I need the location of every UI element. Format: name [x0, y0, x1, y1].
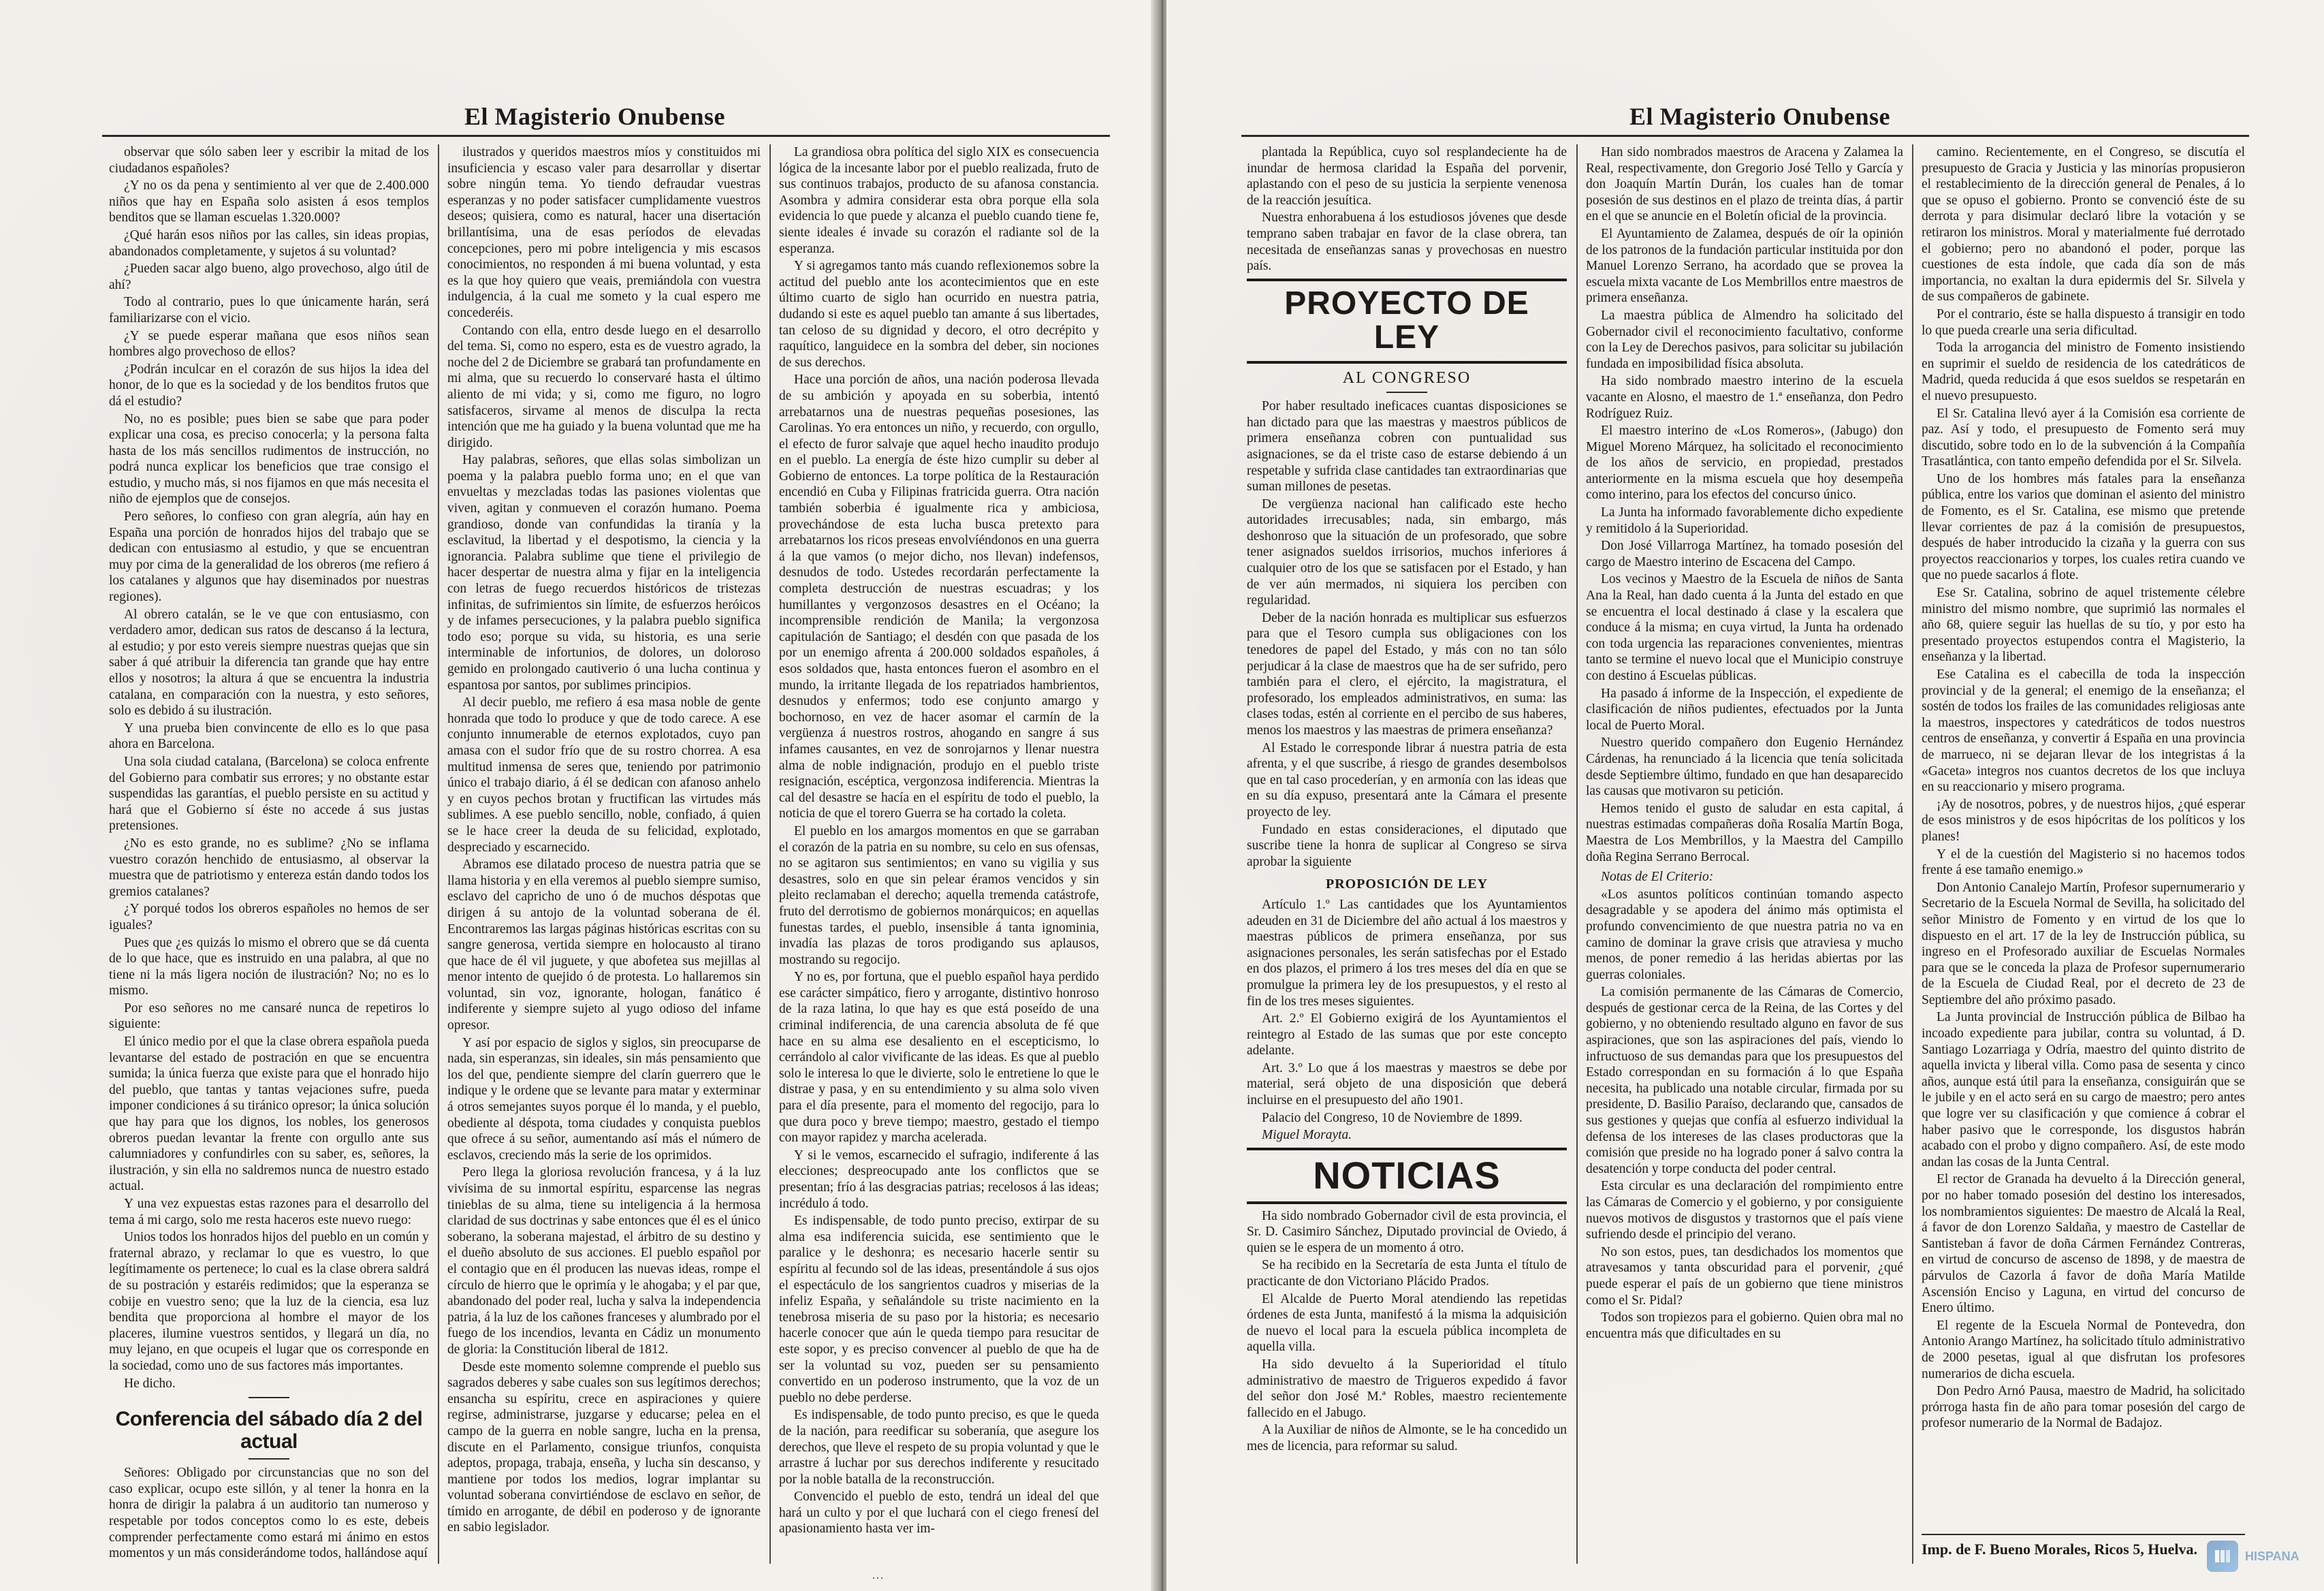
section-subheading: PROPOSICIÓN DE LEY — [1325, 877, 1489, 892]
paragraph: Convencido el pueblo de esto, tendrá un ideal del que hará un culto y por el que luchará con el ciego frenesí del apasionamiento hasta ver im- — [779, 1490, 1099, 1537]
paragraph: Contando con ella, entro desde luego en el desarrollo del tema. Si, como no espero, esta es de vuestro agrado, la noche del 2 de Diciembre se grabará tan profundamente en mi alma, que su recuerdo lo conservaré hasta el último aliento de mi vida; y si, como me figuro, no logro satisfaceros, sirvame al menos de disculpa la recta intención que me ha guiado y la buena voluntad que me ha dirigido. — [447, 323, 761, 450]
paragraph: De vergüenza nacional han calificado este hecho autoridades irrecusables; nada, sin embargo, más deshonroso que la situación de un profesorado, que sobre tener asignados sueldos irrisorios, muchos inferiores á cualquier otro de los que se satisfacen por el Estado, y han de ver aún mermados, ni siquiera los perciben con regularidad. — [1247, 497, 1567, 608]
paragraph: No son estos, pues, tan desdichados los momentos que atravesamos y tanta obscuridad para el porvenir, ¿qué puede esperar el país de un gobierno que tiene ministros como el Sr. Pidal? — [1586, 1244, 1903, 1308]
paragraph: ¿Y no os da pena y sentimiento al ver que de 2.400.000 niños que hay en España solo asisten á esos templos benditos que se llaman escuelas 1.320.000? — [109, 178, 429, 225]
paragraph: ¡Ay de nosotros, pobres, y de nuestros hijos, ¿qué esperar de esos ministros y de esos hipócritas de los políticos y los planes! — [1922, 797, 2245, 844]
section-subheading: AL CONGRESO — [1342, 368, 1471, 387]
paragraph: Es indispensable, de todo punto preciso, extirpar de su alma esa indiferencia suicida, ese sentimiento que le paralice y le deshonra; es necesario hacerle sentir su espíritu al fecundo sol de las ideas, presentándole á sus ojos el espectáculo de los sangrientos cuadros y miserias de la infeliz España, y señalándole su triste nacimiento en la tenebrosa miseria de su paso por la historia; es necesario hacerle conocer que aún le queda tiempo para resucitar de este sopor, y es preciso convencer al pueblo de que ha de ser la voluntad su voz, pueden ser su pensamiento convertido en un poderoso instrumento, que la voz de un pueblo no debe perderse. — [779, 1214, 1099, 1405]
article-text — [1247, 897, 1567, 1126]
article-text — [1586, 144, 1903, 865]
paragraph: Ha pasado á informe de la Inspección, el expediente de clasificación de niños pudientes, efectuados por la Junta local de Puerto Moral. — [1586, 686, 1903, 733]
paragraph: Por el contrario, éste se halla dispuesto á transigir en todo lo que pueda crearle una seria dificultad. — [1922, 306, 2245, 338]
left-page — [0, 0, 1158, 1591]
section-divider — [1386, 392, 1427, 393]
paragraph: La Junta ha informado favorablemente dicho expediente y remitidolo á la Superioridad. — [1586, 505, 1903, 536]
header-rule — [1241, 135, 2249, 137]
paragraph: Hay palabras, señores, que ellas solas simbolizan un poema y la palabra pueblo forma uno; en el que van envueltas y mezcladas todas las pasiones violentas que viven, agitan y conmueven el corazón humano. Poema grandioso, donde van confundidas la tiranía y la esclavitud, la libertad y el despotismo, la ciencia y la ignorancia. Palabra sublime que tiene el privilegio de hacer despertar de nuestra alma y fijar en la inteligencia con letras de fuego recuerdos históricos de tristezas infinitas, de sufrimientos sin límite, de esfuerzos heróicos y de infames persecuciones, y la palabra pueblo significa todo eso; porque su vida, su historia, es una serie interminable de infortunios, de dolores, un doloroso gemido en prolongado cautiverio ó una lucha continua y espantosa por santos, por sublimes principios. — [447, 453, 761, 693]
printer-imprint: Imp. de F. Bueno Morales, Ricos 5, Huelva. — [1922, 1541, 2197, 1558]
paragraph: ¿Y se puede esperar mañana que esos niños sean hombres algo provechoso de ellos? — [109, 328, 429, 360]
paragraph: Nuestro querido compañero don Eugenio Hernández Cárdenas, ha renunciado á la licencia que tenía solicitada desde Septiembre último, fundado en que han desaparecido las causas que motivaron su petición. — [1586, 736, 1903, 799]
header-rule — [102, 135, 1110, 137]
paragraph: Al Estado le corresponde librar á nuestra patria de esta afrenta, y el que suscribe, á riesgo de grandes desembolsos que en tal caso procederían, y en armonía con las ideas que en su día expuso, presentará ante la Cámara el presente proyecto de ley. — [1247, 740, 1567, 819]
article-text — [1247, 398, 1567, 870]
article-text — [447, 144, 761, 1536]
column-rule — [769, 144, 771, 1564]
paragraph: Ha sido devuelto á la Superioridad el título administrativo de maestro de Trigueros expedido á favor del señor don José M.ª Robles, maestro recientemente fallecido en el Jabugo. — [1247, 1357, 1567, 1420]
paragraph: Don Pedro Arnó Pausa, maestro de Madrid, ha solicitado prórroga hasta fin de año para tomar posesión del cargo de profesor numerario de la Normal de Badajoz. — [1922, 1384, 2245, 1431]
paragraph: Ha sido nombrado Gobernador civil de esta provincia, el Sr. D. Casimiro Sánchez, Diputado provincial de Oviedo, á quien se le espera de un momento á otro. — [1247, 1208, 1567, 1255]
article-text — [1247, 1208, 1567, 1455]
watermark — [2207, 1537, 2309, 1576]
paragraph: Hace una porción de años, una nación poderosa llevada de su ambición y apoyada en su soberbia, intentó arrebatarnos una de nuestras pequeñas posesiones, las Carolinas. Yo era entonces un niño, y recuerdo, con orgullo, el efecto de furor salvaje que aquel hecho inaudito produjo en el pueblo. La energía de éste hizo cumplir su deber al Gobierno de entonces. La torpe política de la Restauración encendió en Cuba y Filipinas fratricida guerra. Otra nación también soberbia é igualmente rica y ambiciosa, provechándose de esta lucha busca pretexto para arrebatarnos los ricos preseas envolvíéndonos en una guerra á la que vamos (o mejor dicho, nos llevan) indefensos, desnudos de todo. Ustedes recordarán perfectamente la completa destrucción de nuestras escuadras; y los humillantes y vergonzosos desastres en el Océano; la incomprensible rendición de Manila; la vergonzosa capitulación de Santiago; el desdén con que pasada de los por un enemigo afrenta á 200.000 soldados españoles, á esos soldados que, hasta entonces fueron el asombro en el mundo, la irritante llegada de los repatriados hambrientos, desnudos y enfermos; todo ese conjunto amargo y bochornoso, en vez de hacer asomar el carmín de la vergüenza á nuestros rostros, ahogando en sangre á sus infames causantes, en vez de sonrojarnos y llenar nuestra alma de noble indignación, produjo en el pueblo triste resignación, escéptica, vergonzosa indiferencia. Mientras la cal del desastre se hacía en el espíritu de todo el pueblo, la noticia de que el torero Guerra se ha cortado la coleta. — [779, 373, 1099, 821]
paragraph: A la Auxiliar de niños de Almonte, se le ha concedido un mes de licencia, para reformar su salud. — [1247, 1423, 1567, 1453]
paragraph: ¿Pueden sacar algo bueno, algo provechoso, algo útil de ahí? — [109, 262, 429, 292]
paragraph: Por eso señores no me cansaré nunca de repetiros lo siguiente: — [109, 1001, 429, 1032]
paragraph: El Alcalde de Puerto Moral atendiendo las repetidas órdenes de esta Junta, manifestó á la misma la adquisición de nuevo el local para la escuela pública incompleta de aquella villa. — [1247, 1291, 1567, 1355]
paragraph: Y el de la cuestión del Magisterio si no hacemos todos frente á ese tamaño enemigo.» — [1922, 847, 2245, 878]
paragraph: Y así por espacio de siglos y siglos, sin preocuparse de nada, sin esperanzas, sin ideales, sin más pensamiento que los del que, pendiente siempre del clarín guerrero que le indique y le ordene que se levante para matar y exterminar á otros semejantes suyos porque él lo manda, y el pueblo, obediente al déspota, toma ciudades y conquista pueblos que ofrece á su señor, aumentando así más el número de esclavos, creciendo más la serie de los oprimidos. — [447, 1035, 761, 1163]
page-folio: ··· — [872, 1571, 884, 1585]
column-rule — [1912, 144, 1913, 1564]
right-column-1 — [1247, 144, 1567, 1564]
imprint-rule — [1922, 1534, 2245, 1535]
paragraph: Art. 3.º Lo que á los maestras y maestros se debe por material, será objeto de una disposición que deberá incluirse en el presupuesto del año 1901. — [1247, 1060, 1567, 1108]
paragraph: Se ha recibido en la Secretaría de esta Junta el título de practicante de don Victoriano Plácido Prados. — [1247, 1258, 1567, 1289]
paragraph: Pero señores, lo confieso con gran alegría, aún hay en España una porción de honrados hijos del trabajo que se dedican con entusiasmo al estudio, y que se encuentran muy por cima de la generalidad de los obreros (me refiero á los catalanes y algunos que hay diseminados por nuestras regiones). — [109, 509, 429, 605]
paragraph: Toda la arrogancia del ministro de Fomento insistiendo en suprimir el sueldo de residencia de los catedráticos de Madrid, queda reducida á que esos sueldos se respetarán en el nuevo presupuesto. — [1922, 341, 2245, 403]
paragraph: ¿No es esto grande, no es sublime? ¿No se inflama vuestro corazón henchido de entusiasmo, al observar la muestra que de patriotismo y entereza están dando todos los gremios catalanes? — [109, 836, 429, 899]
section-heading-proyecto: PROYECTO DE LEY — [1247, 279, 1567, 364]
paragraph: He dicho. — [124, 1376, 176, 1391]
paragraph: No, no es posible; pues bien se sabe que para poder explicar una cosa, es preciso conocerla; y la persona falta hasta de los más sencillos rudimentos de instrucción, no podrá nunca explicar los beneficios que trae consigo el estudio, y mucho más, si nos fijamos en que más necesita el niño de ejemplos que de consejos. — [109, 411, 429, 507]
section-heading-noticias: NOTICIAS — [1247, 1148, 1567, 1204]
paragraph: Es indispensable, de todo punto preciso, es que le queda de la nación, para reedificar su soberanía, que asegure los derechos, que lleve el respeto de su propia voluntad y que le arrastre á luchar por sus derechos indiferente y resucitado por la noble batalla de la reconstrucción. — [779, 1408, 1099, 1487]
running-head: El Magisterio Onubense — [1629, 103, 1891, 130]
paragraph: Don Antonio Canalejo Martín, Profesor supernumerario y Secretario de la Escuela Normal de Sevilla, ha solicitado del señor Ministro de Fomento y en virtud de los que lo dispuesto en el art. 17 de la ley de Instrucción pública, su ingreso en el Profesorado auxiliar de Escuelas Normales para que se le conceda la plaza de Profesor supernumerario de la Escuela de Ciudad Real, por el decreto de 23 de Septiembre del año próximo pasado. — [1922, 880, 2245, 1007]
paragraph: Al decir pueblo, me refiero á esa masa noble de gente honrada que todo lo produce y que de todo carece. A ese conjunto innumerable de eternos explotados, cuyo pan amasa con el sudor frío que de su rostro chorrea. A esa multitud inmensa de seres que, teniendo por patrimonio único el trabajo diario, á él se dedican con afanoso anhelo y en cuyos pechos brotan y fructifican las virtudes más sublimes. A ese pueblo sencillo, noble, confiado, á quien se le hace creer la deuda de su felicidad, explotado, despreciado y escarnecido. — [447, 695, 761, 855]
paragraph: Ha sido nombrado maestro interino de la escuela vacante en Alosno, el maestro de 1.ª enseñanza, don Pedro Rodríguez Ruiz. — [1586, 374, 1903, 421]
paragraph: Y una prueba bien convincente de ello es lo que pasa ahora en Barcelona. — [109, 721, 429, 752]
paragraph: ilustrados y queridos maestros míos y constituidos mi insuficiencia y escaso valer para desarrollar y disertar sobre ningún tema. Yo tiendo defraudar vuestras esperanzas y no poder satisfacer cumplidamente vuestros deseos; quisiera, como es natural, hacer una disertación brillantísima, una de esas períodos de elevadas concepciones, pero mi pobre inteligencia y mis escasos conocimientos, no responden á mi buena voluntad, y esta es la que hoy quiero que veais, premiándola con vuestra indulgencia, á la cual me someto y la cual espero me concederéis. — [447, 145, 761, 320]
library-logo-icon — [2207, 1541, 2238, 1572]
paragraph: Señores: Obligado por circunstancias que no son del caso explicar, ocupo este sillón, y al tener la honra en la honra de dirigir la palabra á un auditorio tan numeroso y respetable por todos conceptos como lo es este, debeis comprender perfectamente como estará mi ánimo en estos momentos y un más considerándome todos, hallándose aquí — [109, 1466, 429, 1561]
signature: Miguel Morayta. — [1262, 1128, 1352, 1143]
article-text — [109, 1465, 429, 1562]
paragraph: Y si le vemos, escarnecido el sufragio, indiferente á las elecciones; despreocupado ante los conflictos que se presentan; frío á las desgracias patrias; recelosos á las ideas; incrédulo á todo. — [779, 1148, 1099, 1211]
paragraph: Una sola ciudad catalana, (Barcelona) se coloca enfrente del Gobierno para combatir sus errores; y no obstante estar suspendidas las garantías, el pueblo persiste en su actitud y hará que el Gobierno sí éste no accede á sus justas pretensiones. — [109, 754, 429, 834]
article-text — [1247, 144, 1567, 274]
paragraph: Al obrero catalán, se le ve que con entusiasmo, con verdadero amor, dedican sus ratos de descanso á la lectura, al estudio; y por esto vereis siempre nuestras quejas que sin saber á qué atribuir la diferencia tan grande que hay entre ellos y nosotros; la altura á que se encuentra la industria catalana, en comparación con la nuestra, y esto señores, solo es debido á su ilustración. — [109, 607, 429, 719]
paragraph: Y no es, por fortuna, que el pueblo español haya perdido ese carácter simpático, fiero y arrogante, distintivo honroso de la raza latina, lo que hay es que está poseído de una criminal indiferencia, de una carencia absoluta de fé que hace en su alma ese desaliento en el escepticismo, lo cerrándolo al calor vivificante de las ideas. Es que al pueblo solo le interesa lo que le divierte, solo le entretiene lo que le distrae y pasa, y en su entendimiento y su alma solo viven para el día presente, para el momento del regocijo, para lo que dura poco y breve tiempo; maestro, gestado el tiempo con mayor rapidez y marcha acelerada. — [779, 970, 1099, 1146]
paragraph: Don José Villarroga Martínez, ha tomado posesión del cargo de Maestro interino de Escacena del Campo. — [1586, 539, 1903, 569]
paragraph: Los vecinos y Maestro de la Escuela de niños de Santa Ana la Real, han dado cuenta á la Junta del estado en que se encuentra el local destinado á clase y la escalera que conduce á la misma; en cuya virtud, la Junta ha ordenado con toda urgencia las reparaciones convenientes, mientras tanto se termine el nuevo local que el Municipio construye con destino á Escuelas públicas. — [1586, 572, 1903, 683]
paragraph: La grandiosa obra política del siglo XIX es consecuencia lógica de la incesante labor por el pueblo realizada, fruto de sus continuos trabajos, producto de su afanosa constancia. Asombra y admira considerar esta obra porque ella sola evidencia lo que puede y alcanza el pueblo cuando tiene fe, siente ideales é invade su corazón el radiante sol de la esperanza. — [779, 145, 1099, 256]
paragraph: Pues que ¿es quizás lo mismo el obrero que se dá cuenta de lo que hace, que es instruido en una palabra, al que no tiene ni la más ligera noción de ilustración? No; no es lo mismo. — [109, 935, 429, 998]
paragraph: Hemos tenido el gusto de saludar en esta capital, á nuestras estimadas compañeras doña Rosalía Martín Boga, Maestra de Los Membrillos, y la Maestra del Campillo doña Regina Serrano Berrocal. — [1586, 801, 1903, 864]
paragraph: ¿Podrán inculcar en el corazón de sus hijos la idea del honor, de lo que es la sociedad y de los benditos frutos que dá el estudio? — [109, 362, 429, 409]
section-divider — [249, 1458, 289, 1460]
article-text — [779, 144, 1099, 1537]
paragraph: El regente de la Escuela Normal de Pontevedra, don Antonio Arango Martínez, ha solicitado título administrativo de 2000 pesetas, igual al que disfrutan los profesores numerarios de dicha escuela. — [1922, 1318, 2245, 1381]
paragraph: plantada la República, cuyo sol resplandeciente ha de inundar de hermosa claridad la España del porvenir, aplastando con el peso de su justicia la serpiente venenosa de la reacción jesuítica. — [1247, 145, 1567, 208]
paragraph: Palacio del Congreso, 10 de Noviembre de 1899. — [1262, 1110, 1523, 1125]
paragraph: Artículo 1.º Las cantidades que los Ayuntamientos adeuden en 31 de Diciembre del año actual á los maestros y maestras públicos de primera enseñanza, por sus asignaciones personales, les serán satisfechas por el Estado en dos plazos, el primero á los tres meses del día en que se promulgue la primera ley de los presupuestos, y el resto al fin de los tres meses siguientes. — [1247, 897, 1567, 1009]
paragraph: Ese Sr. Catalina, sobrino de aquel tristemente célebre ministro del mismo nombre, que suprimió las normales el año 68, quiere seguir las huellas de su tío, y por esto ha presentado proyectos estupendos contra el Magisterio, la enseñanza y la libertad. — [1922, 586, 2245, 665]
paragraph: El pueblo en los amargos momentos en que se garraban el corazón de la patria en su nombre, su celo en sus ofensas, no se agitaron sus sentimientos; en vano su vigilia y sus desastres, solo en que sin pelear éramos vencidos y sin pleito reclamaban el derecho; aquella tremenda catástrofe, fruto del derrotismo de gobiernos monárquicos; en aquellas funestas tardes, el pueblo, insensible á tanta ignominia, invadía las plazas de toros prodigando sus aplausos, mostrando su regocijo. — [779, 823, 1099, 967]
paragraph: El Ayuntamiento de Zalamea, después de oír la opinión de los patronos de la fundación particular instituida por don Manuel Lorenzo Serrano, ha acordado que se provea la escuela mixta vacante de Los Membrillos entre maestros de primera enseñanza. — [1586, 226, 1903, 306]
right-column-3 — [1922, 144, 2245, 1516]
paragraph: Todo al contrario, pues lo que únicamente harán, será familiarizarse con el vicio. — [109, 295, 429, 326]
paragraph: camino. Recientemente, en el Congreso, se discutía el presupuesto de Gracia y Justicia y las minorías propusieron el restablecimiento de la dirección general de Penales, á lo que se opuso el gobierno. Pronto se convenció éste de su derrota y para disimular declaró libre la votación y se retiraron los ministros. Moral y materialmente fué derrotado el gobierno; pero no abandonó el poder, porque las cuestiones de esta índole, que cada día son de más importancia, no exaltan la dura epidermis del Sr. Silvela y de sus compañeros de gabinete. — [1922, 145, 2245, 304]
paragraph: El Sr. Catalina llevó ayer á la Comisión esa corriente de paz. Así y todo, el presupuesto de Fomento será muy discutido, sobre todo en lo de la subvención á la Compañía Trasatlántica, con tanto empeño defendida por el Sr. Silvela. — [1922, 406, 2245, 469]
paragraph: La comisión permanente de las Cámaras de Comercio, después de gestionar cerca de la Reina, de las Cortes y del gobierno, y no obteniendo resultado alguno en favor de sus aspiraciones, que son las aspiraciones del país, viendo lo infructuoso de sus demandas para que los presupuestos del Estado correspondan en su formación á lo que España necesita, ha publicado una notable circular, firmada por su presidente, D. Basilio Paraíso, declarando que, cansados de sus gestiones y quejas que confía al esfuerzo individual la defensa de los intereses de las clases productoras que la comisión que preside no ha logrado poner á salvo contra la desatención y torpe conducta del poder central. — [1586, 985, 1903, 1176]
paragraph: El rector de Granada ha devuelto á la Dirección general, por no haber tomado posesión del destino los interesados, los nombramientos siguientes: De maestro de Alcalá la Real, á favor de don Lorenzo Saldaña, y maestro de Castellar de Santisteban á favor de doña Cármen Fernández Contreras, en virtud de concurso de ascenso de 1898, y de maestra de párvulos de Cazorla á favor de doña María Matilde Ascensión Enciso y Laguna, en virtud del concurso de Enero último. — [1922, 1172, 2245, 1316]
paragraph: «Los asuntos políticos continúan tomando aspecto desagradable y se apodera del ánimo más optimista el profundo convencimiento de que nuestra patria no va en camino de dominar la grave crisis que atraviesa y mucho menos, de poner remedio á las heridas abiertas por las guerras coloniales. — [1586, 887, 1903, 982]
article-text — [1922, 144, 2245, 1432]
right-page — [1166, 0, 2324, 1591]
paragraph: La maestra pública de Almendro ha solicitado del Gobernador civil el reconocimiento facultativo, conforme con la Ley de Derechos pasivos, para solicitar su jubilación fundada en imposibilidad física absoluta. — [1586, 308, 1903, 371]
article-text — [1586, 887, 1903, 1342]
paragraph: Y una vez expuestas estas razones para el desarrollo del tema á mi cargo, solo me resta haceros este nuevo ruego: — [109, 1197, 429, 1227]
article-text — [109, 144, 429, 1391]
paragraph: Art. 2.º El Gobierno exigirá de los Ayuntamientos el reintegro al Estado de las sumas que por este concepto adelante. — [1247, 1011, 1567, 1058]
left-column-1 — [109, 144, 429, 1564]
paragraph: Pero llega la gloriosa revolución francesa, y á la luz vivísima de su inmortal espíritu, esparcense las negras tinieblas de su alma, tiene su inteligencia á la hermosa claridad de sus doctrinas y sabe entonces que él es el único soberano, la soberana majestad, el árbitro de su destino y el dueño absoluto de sus acciones. El pueblo español por el contagio que en él producen las nuevas ideas, rompe el círculo de hierro que le oprimía y le ahogaba; y el par que, abandonado del poder real, lucha y salva la independencia patria, á la luz de los cañones franceses y alumbrado por el fuego de los incendios, levanta en Cádiz un monumento de gloria: la Constitución liberal de 1812. — [447, 1165, 761, 1357]
running-head: El Magisterio Onubense — [464, 103, 726, 130]
paragraph: Unios todos los honrados hijos del pueblo en un común y fraternal abrazo, y reclamar lo que es vuestro, lo que legítimamente os pertenece; lo cual es la clase obrera saldrá de su postración y estaréis redimidos; que la esperanza se cobije en vuestro seno; que la luz de la ciencia, esa luz bendita que proporciona al hombre el mayor de los placeres, ilumine vuestros sentidos, y llegará un día, no muy lejano, en que ocupeis el lugar que os corresponde en la sociedad, como uno de sus factores más importantes. — [109, 1230, 429, 1373]
paragraph: Uno de los hombres más fatales para la enseñanza pública, entre los varios que dominan el asiento del ministro de Fomento, es el Sr. Catalina, ese mismo que pretende llevar corrientes de paz á la comisión de presupuestos, después de haber introducido la cizaña y la guerra con sus proyectos reaccionarios y torpes, los cuales retira cuando ve que no puede sacarlos á flote. — [1922, 471, 2245, 583]
paragraph: Todos son tropiezos para el gobierno. Quien obra mal no encuentra más que dificultades en su — [1586, 1310, 1903, 1341]
paragraph: ¿Qué harán esos niños por las calles, sin ideas propias, abandonados completamente, y sujetos á su voluntad? — [109, 227, 429, 259]
paragraph: Desde este momento solemne comprende el pueblo sus sagrados deberes y sabe cuales son sus legítimos derechos; ensancha su espíritu, crece en aspiraciones y quiere regirse, administrarse, juzgarse y educarse; pelea en el campo de la guerra en noble sangre, lucha en la prensa, discute en el Parlamento, consigue triunfos, conquista adeptos, propaga, trabaja, enseña, y lucha sin descanso, y mantiene por todos los medios, lograr implantar su voluntad soberana convirtiéndose de esclavo en señor, de tímido en arrogante, de débil en poderoso y de ignorante en sabio legislador. — [447, 1359, 761, 1535]
paragraph: Ese Catalina es el cabecilla de toda la inspección provincial y de la general; el enemigo de la enseñanza; el sostén de todos los frailes de las comunidades religiosas ante la maestros, inspectores y catedráticos de todos nuestros centros de enseñanza, y convertir á España en una provincia de marrueco, ni se dejaran llevar de los integristas á la «Gaceta» integros nos cuantos decretos de los que incluya en su reaccionario y misero programa. — [1922, 667, 2245, 795]
paragraph: Nuestra enhorabuena á los estudiosos jóvenes que desde temprano saben trabajar en favor de la clase obrera, tan necesitada de enseñanzas sanas y provechosas en nuestro país. — [1247, 210, 1567, 274]
paragraph: Deber de la nación honrada es multiplicar sus esfuerzos para que el Tesoro cumpla sus obligaciones con los tenedores de papel del Estado, y más con no tan sólo perjudicar á la clase de maestros que ha de ser sufrido, pero también para el clero, el ejército, la magistratura, el profesorado, los empleados administrativos, en suma: las clases todas, estén al corriente en el percibo de sus haberes, menos los maestros y las maestras de primera enseñanza? — [1247, 610, 1567, 738]
watermark-text: HISPANA — [2245, 1549, 2299, 1563]
paragraph: El único medio por el que la clase obrera española pueda levantarse del estado de postración en que se encuentra sumida; la única fuerza que existe para que el honrado hijo del pueblo, que tantas y tantas vejaciones sufre, pueda imponer condiciones á su tiránico opresor; la única solución que hay para que los dignos, los nobles, los generosos obreros puedan levantar la frente con orgullo ante sus calumniadores y confundirles con su saber, es, señores, la ilustración, y sin ella no saldremos nunca de nuestro estado actual. — [109, 1035, 429, 1194]
paragraph: Han sido nombrados maestros de Aracena y Zalamea la Real, respectivamente, don Gregorio José Tello y García y don Joaquín Martín Durán, los cuales han de tomar posesión de sus destinos en el plazo de treinta días, á partir en el que se anuncie en el Boletín oficial de la provincia. — [1586, 145, 1903, 224]
left-column-3 — [779, 144, 1099, 1564]
column-rule — [438, 144, 439, 1564]
paragraph: Abramos ese dilatado proceso de nuestra patria que se llama historia y en ella veremos al pueblo siempre sumiso, esclavo del capricho de uno ó de muchos déspotas que dirigen á su antojo de la voluntad soberana de él. Encontraremos las largas páginas históricas escritas con su sangre generosa, vertida siempre en holocausto al tirano que hace de él vil juguete, y que abofetea sus mejillas al menor intento de quejido ó de protesta. Lo hallaremos sin voluntad, sin voz, ignorante, hologan, fanático é indiferente y siempre sujeto al yugo odioso del infame opresor. — [447, 857, 761, 1033]
paragraph: Por haber resultado ineficaces cuantas disposiciones se han dictado para que las maestras y maestros públicos de primera enseñanza cobren con puntualidad sus asignaciones, se da el triste caso de estarse debiendo á un respetable y sufrida clase cantidades tan extraordinarias que suman millones de pesetas. — [1247, 399, 1567, 494]
paragraph: El maestro interino de «Los Romeros», (Jabugo) don Miguel Moreno Márquez, ha solicitado el reconocimiento de los años de servicio, en propiedad, prestados anteriormente en la misma escuela que hoy desempeña como interino, para los efectos del concurso único. — [1586, 424, 1903, 503]
criterio-lead: Notas de El Criterio: — [1601, 870, 1714, 885]
section-divider — [249, 1397, 289, 1398]
paragraph: La Junta provincial de Instrucción pública de Bilbao ha incoado expediente para jubilar, contra su voluntad, á D. Santiago Lozarriaga y Odría, maestro del quinto distrito de aquella invicta y liberal villa. Como pasa de sesenta y cinco años, aunque está útil para la enseñanza, consiguirán que se le jubile y en el acto será en su cargo de maestro; pero antes que logre ver su clasificación y que comience á cobrar el haber pasivo que le corresponde, los disgustos habrán acabado con el probo y digno compañero. Así, de este modo andan las cosas de la Junta Central. — [1922, 1010, 2245, 1169]
paragraph: ¿Y porqué todos los obreros españoles no hemos de ser iguales? — [109, 902, 429, 932]
column-rule — [1576, 144, 1578, 1564]
right-column-2 — [1586, 144, 1903, 1564]
left-column-2 — [447, 144, 761, 1564]
paragraph: Esta circular es una declaración del rompimiento entre las Cámaras de Comercio y el gobierno, y por consiguiente nuevos motivos de disgustos y trastornos que el país viene sufriendo desde el principio del verano. — [1586, 1179, 1903, 1242]
article-title: Conferencia del sábado día 2 del actual — [115, 1408, 423, 1453]
paragraph: Fundado en estas consideraciones, el diputado que suscribe tiene la honra de suplicar al Congreso se sirva aprobar la siguiente — [1247, 822, 1567, 869]
paragraph: observar que sólo saben leer y escribir la mitad de los ciudadanos españoles? — [109, 145, 429, 176]
paragraph: Y si agregamos tanto más cuando reflexionemos sobre la actitud del pueblo ante los acontecimientos que en este último cuarto de siglo han ocurrido en nuestra patria, dudando si este es aquel pueblo tan amante á sus libertades, tan celoso de su dignidad y decoro, el otro decrépito y raquítico, languidece en la sombra del deber, sin nociones de sus derechos. — [779, 259, 1099, 370]
